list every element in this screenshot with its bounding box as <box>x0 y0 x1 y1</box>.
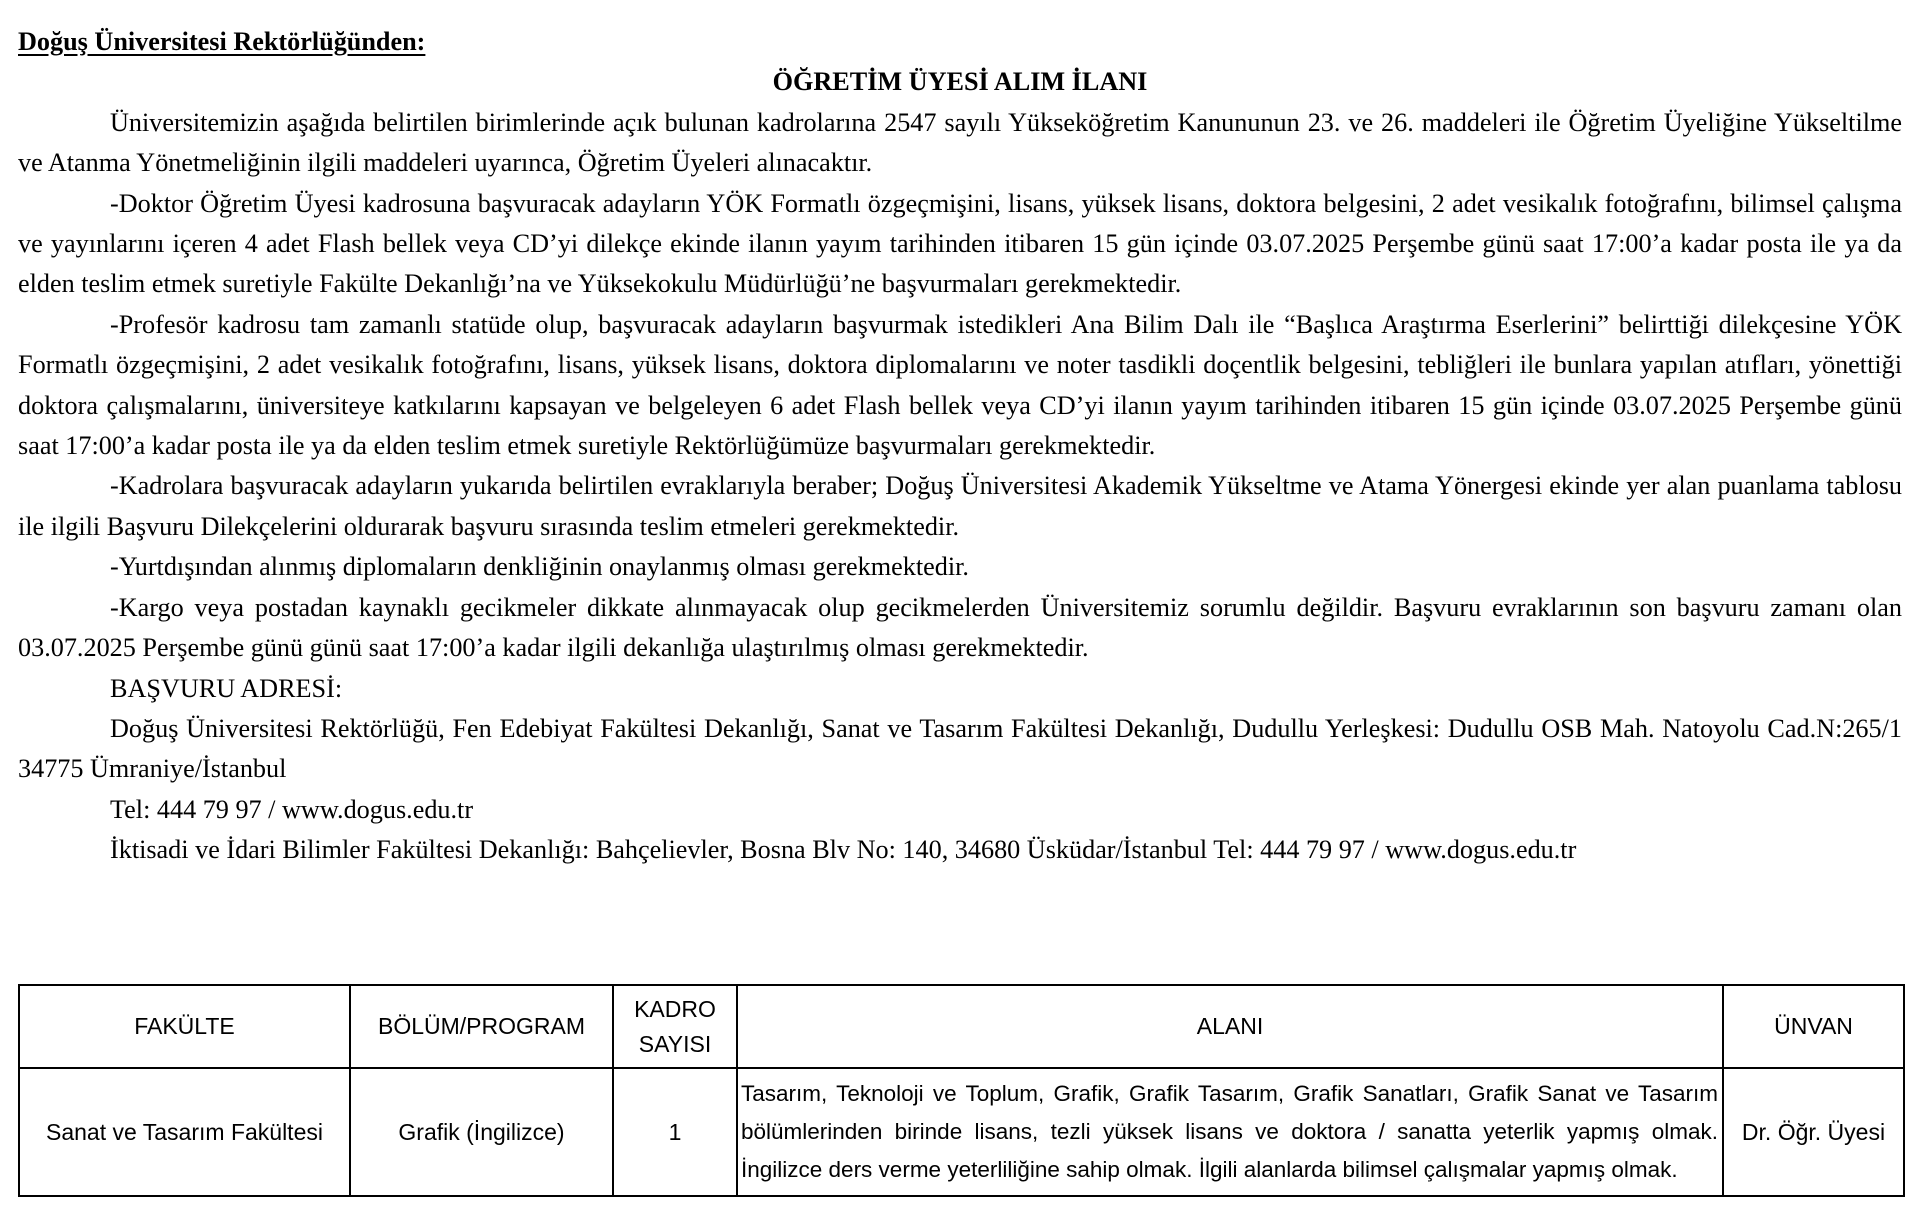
doctor-faculty-requirements-paragraph: -Doktor Öğretim Üyesi kadrosuna başvuracak adayların YÖK Formatlı özgeçmişini, lisans, yüksek lisans, doktora belgesini, 2 adet vesikalık fotoğrafını, bilimsel çalışma ve yayınlarını içeren 4 adet Flash bellek veya CD’yi dilekçe ekinde ilanın yayım tarihinden itibaren 15 gün içinde 03.07.2025 Perşembe günü saat 17:00’a kadar posta ile ya da elden teslim etmek suretiyle Fakülte Dekanlığı’na ve Yüksekokulu Müdürlüğü’ne başvurmaları gerekmektedir. <box>18 188 1902 299</box>
cell-department-program: Grafik (İngilizce) <box>350 1068 613 1196</box>
cell-faculty: Sanat ve Tasarım Fakültesi <box>19 1068 350 1196</box>
cell-title: Dr. Öğr. Üyesi <box>1723 1068 1904 1196</box>
table-header-row <box>19 985 1904 1068</box>
application-documents-paragraph: -Kadrolara başvuracak adayların yukarıda belirtilen evraklarıyla beraber; Doğuş Üniversitesi Akademik Yükseltme ve Atama Yönergesi ekinde yer alan puanlama tablosu ile ilgili Başvuru Dilekçelerini oldurarak başvuru sırasında teslim etmeleri gerekmektedir. <box>18 471 1902 541</box>
cell-position-count: 1 <box>613 1068 737 1196</box>
header-position-count <box>613 985 737 1068</box>
issuer-header: Doğuş Üniversitesi Rektörlüğünden: <box>18 27 426 56</box>
contact-phone-web: Tel: 444 79 97 / www.dogus.edu.tr <box>110 794 474 824</box>
table-row <box>19 1068 1904 1196</box>
intro-paragraph: Üniversitemizin aşağıda belirtilen birimlerinde açık bulunan kadrolarına 2547 sayılı Yükseköğretim Kanununun 23. ve 26. maddeleri ile Öğretim Üyeliğine Yükseltilme ve Atanma Yönetmeliğinin ilgili maddeleri uyarınca, Öğretim Üyeleri alınacaktır. <box>18 107 1902 178</box>
header-faculty: FAKÜLTE <box>19 985 350 1068</box>
application-address: Doğuş Üniversitesi Rektörlüğü, Fen Edebiyat Fakültesi Dekanlığı, Sanat ve Tasarım Fakültesi Dekanlığı, Dudullu Yerleşkesi: Dudullu OSB Mah. Natoyolu Cad.N:265/1 34775 Ümraniye/İstanbul <box>18 713 1902 784</box>
cell-field-requirements: Tasarım, Teknoloji ve Toplum, Grafik, Grafik Tasarım, Grafik Sanatları, Grafik Sanat ve Tasarım bölümlerinden birinde lisans, tezli yüksek lisans ve doktora / sanatta yeterlik yapmış olmak. İngilizce ders verme yeterliliğine sahip olmak. İlgili alanlarda bilimsel çalışmalar yapmış olmak. <box>737 1068 1723 1196</box>
header-position-count-line2: SAYISI <box>638 1030 712 1057</box>
shipping-delay-paragraph: -Kargo veya postadan kaynaklı gecikmeler dikkate alınmayacak olup gecikmelerden Üniversitemiz sorumlu değildir. Başvuru evraklarının son başvuru zamanı olan 03.07.2025 Perşembe günü günü saat 17:00’a kadar ilgili dekanlığa ulaştırılmış olması gerekmektedir. <box>18 592 1902 663</box>
header-title: ÜNVAN <box>1723 985 1904 1068</box>
announcement-title: ÖĞRETİM ÜYESİ ALIM İLANI <box>772 67 1148 97</box>
announcement-document <box>18 22 1902 871</box>
header-position-count-line1: KADRO <box>634 995 716 1022</box>
header-department-program: BÖLÜM/PROGRAM <box>350 985 613 1068</box>
positions-table <box>18 984 1905 1197</box>
iibf-address: İktisadi ve İdari Bilimler Fakültesi Dekanlığı: Bahçelievler, Bosna Blv No: 140, 34680 Üsküdar/İstanbul Tel: 444 79 97 / www.dogus.edu.tr <box>110 835 1577 865</box>
foreign-diploma-paragraph: -Yurtdışından alınmış diplomaların denkliğinin onaylanmış olması gerekmektedir. <box>110 552 969 582</box>
application-address-label: BAŞVURU ADRESİ: <box>110 673 343 703</box>
professor-requirements-paragraph: -Profesör kadrosu tam zamanlı statüde olup, başvuracak adayların başvurmak istedikleri Ana Bilim Dalı ile “Başlıca Araştırma Eserlerini” belirttiği dilekçesine YÖK Formatlı özgeçmişini, 2 adet vesikalık fotoğrafını, lisans, yüksek lisans, doktora diplomalarını ve noter tasdikli doçentlik belgesini, tebliğleri ile bunlara yapılan atıfları, yönettiği doktora çalışmalarını, üniversiteye katkılarını kapsayan ve belgeleyen 6 adet Flash bellek veya CD’yi ilanın yayım tarihinden itibaren 15 gün içinde 03.07.2025 Perşembe günü saat 17:00’a kadar posta ile ya da elden teslim etmek suretiyle Rektörlüğümüze başvurmaları gerekmektedir. <box>18 309 1902 461</box>
header-field: ALANI <box>737 985 1723 1068</box>
